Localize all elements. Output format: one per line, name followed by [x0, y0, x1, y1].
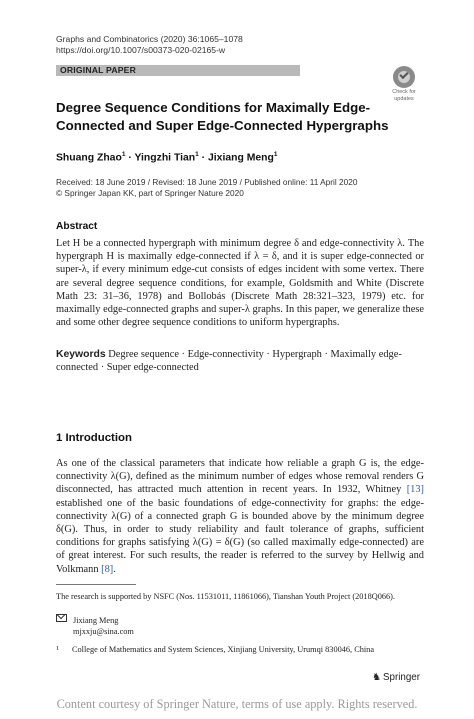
- check-updates-label-1: Check for: [392, 89, 416, 95]
- keywords-block: [56, 348, 424, 374]
- affiliation-number: 1: [56, 645, 60, 652]
- funding-note: The research is supported by NSFC (Nos. 11531011, 11861066), Tianshan Youth Project (2018Q066).: [56, 592, 396, 601]
- affiliation-note: [56, 644, 374, 656]
- abstract-heading: Abstract: [56, 221, 98, 232]
- author-separator: ·: [128, 152, 132, 164]
- intro-text: As one of the classical parameters that indicate how reliable a graph G is, the edge-connectivity λ(G), defined as the minimum number of edges whose removal renders G disconnected, has attracted much attention in recent years. In 1932, Whitney: [56, 458, 424, 496]
- journal-citation: Graphs and Combinatorics (2020) 36:1065–1078: [56, 34, 243, 44]
- introduction-paragraph: [56, 457, 424, 576]
- author-name[interactable]: Shuang Zhao: [56, 152, 122, 164]
- author-affil-mark: 1: [273, 151, 278, 158]
- courtesy-notice: Content courtesy of Springer Nature, terms of use apply. Rights reserved.: [56, 697, 418, 711]
- abstract-text: Let H be a connected hypergraph with minimum degree δ and edge-connectivity λ. The hypergraph H is maximally edge-connected if λ = δ, and it is super edge-connected or super-λ, if every minimum edge-cut consists of edges incident with some vertex. There are several degree sequence conditions, for example, Goldsmith and White (Discrete Math 23: 31–36, 1978) and Bollobás (Discrete Math 28:321–323, 1979) etc. for maximally edge-connected graphs and super-λ graphs. In this paper, we generalize these and some other degree sequence conditions to uniform hypergraphs.: [56, 238, 424, 329]
- springer-horse-icon: ♞: [372, 672, 381, 683]
- corresponding-author: [56, 614, 134, 637]
- paper-title: [56, 99, 396, 135]
- check-for-updates-button[interactable]: [386, 66, 422, 100]
- journal-header: [56, 34, 243, 56]
- author-name[interactable]: Jixiang Meng: [208, 152, 274, 164]
- paper-title-line-2: Connected and Super Edge-Connected Hypergraphs: [56, 118, 389, 133]
- doi-link[interactable]: https://doi.org/10.1007/s00373-020-02165-w: [56, 45, 226, 55]
- envelope-icon: [56, 614, 67, 622]
- intro-text: .: [113, 563, 116, 575]
- keywords-label: Keywords: [56, 349, 106, 360]
- publication-dates: [56, 177, 358, 198]
- citation-link[interactable]: [13]: [406, 484, 424, 496]
- author-affil-mark: 1: [121, 151, 126, 158]
- history-dates: Received: 18 June 2019 / Revised: 18 June 2019 / Published online: 11 April 2020: [56, 177, 358, 187]
- author-affil-mark: 1: [195, 151, 199, 158]
- affiliation-text: College of Mathematics and System Sciences, Xinjiang University, Urumqi 830046, China: [72, 645, 375, 654]
- author-separator: ·: [201, 152, 206, 164]
- publisher-logo: [372, 672, 420, 683]
- citation-link[interactable]: [8]: [101, 563, 114, 575]
- section-heading-introduction: 1 Introduction: [56, 432, 132, 444]
- footnote-rule: [56, 584, 136, 585]
- author-list: [56, 148, 277, 164]
- copyright-line: © Springer Japan KK, part of Springer Nature 2020: [56, 187, 244, 198]
- paper-title-line-1: Degree Sequence Conditions for Maximally Edge-: [56, 100, 371, 115]
- corresponding-author-name: Jixiang Meng: [73, 616, 119, 625]
- article-type-label: ORIGINAL PAPER: [60, 65, 137, 75]
- author-name[interactable]: Yingzhi Tian: [134, 152, 196, 164]
- intro-text: established one of the basic foundations of edge-connectivity for graphs: the edge-connectivity λ(G) of a connected graph G is bounded above by the minimum degree δ(G). Thus, in order to study reliability and fault tolerance of graphs, sufficient conditions for graphs satisfying λ(G) = δ(G) (so called maximally edge-connected) are of great interest. For such results, the reader is referred to the survey by Hellwig and Volkmann: [56, 497, 424, 575]
- publisher-name: Springer: [382, 672, 420, 683]
- check-updates-label-2: updates: [394, 96, 414, 102]
- corresponding-author-email[interactable]: mjxxju@sina.com: [73, 626, 134, 636]
- keywords-list: Degree sequence · Edge-connectivity · Hypergraph · Maximally edge-connected · Super edge-connected: [56, 349, 402, 374]
- check-updates-icon: [393, 66, 415, 88]
